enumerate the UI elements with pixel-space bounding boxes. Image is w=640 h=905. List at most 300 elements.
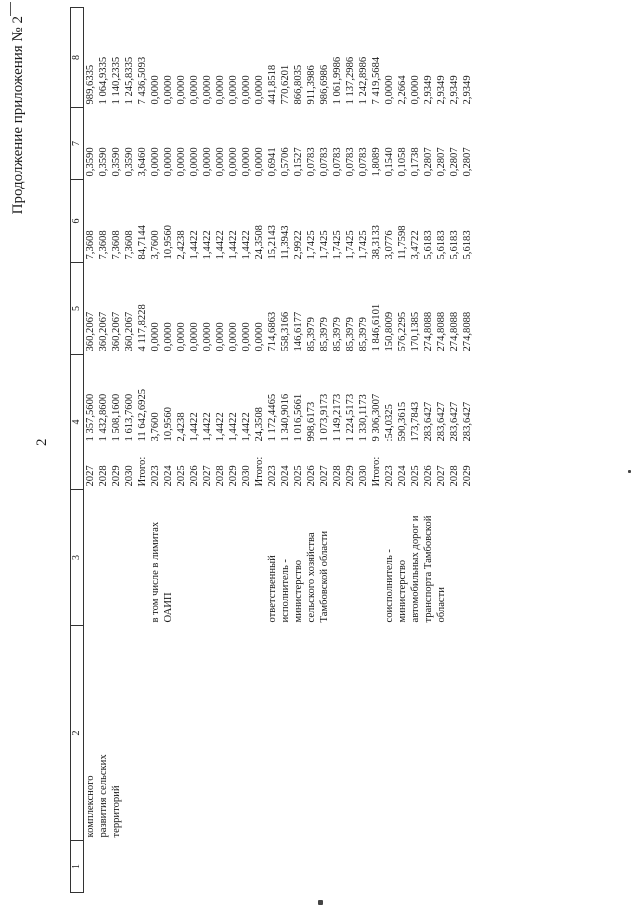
table-row	[357, 8, 370, 893]
table-cell: 0,1540	[384, 147, 395, 177]
page-number-dash	[10, 2, 11, 16]
table-cell: 0,0000	[150, 322, 161, 352]
scan-mark	[628, 470, 631, 473]
table-cell	[201, 490, 214, 626]
table-row	[279, 8, 292, 893]
table-cell: в том числе в лимитах	[150, 521, 161, 623]
table-cell	[175, 490, 188, 626]
table-cell	[318, 626, 331, 841]
table-row	[97, 8, 110, 893]
rotated-content	[4, 4, 636, 901]
table-header	[71, 8, 84, 893]
table-cell: 0,0000	[215, 147, 226, 177]
table-cell: 0,0000	[150, 75, 161, 105]
table-cell: 0,0000	[176, 75, 187, 105]
table-cell	[279, 841, 292, 893]
table-cell: 0,3590	[98, 147, 109, 177]
table-cell	[448, 626, 461, 841]
table-cell: комплексного	[85, 775, 96, 838]
table-cell: 989,6335	[85, 64, 96, 105]
table-row	[383, 8, 396, 893]
table-cell	[175, 841, 188, 893]
page-number: 2	[34, 438, 50, 446]
header-cell: 1	[71, 841, 84, 893]
table-cell: 1 140,2335	[111, 56, 122, 105]
continuation-heading: Продолжение приложения № 2	[10, 16, 26, 215]
table-cell: 24,3508	[254, 225, 265, 260]
table-row	[305, 8, 318, 893]
table-cell: 15,2143	[267, 225, 278, 260]
table-cell: 1 016,5661	[293, 393, 304, 442]
table-cell: 2025	[410, 465, 421, 487]
table-cell	[357, 626, 370, 841]
table-cell	[214, 626, 227, 841]
table-cell	[344, 626, 357, 841]
table-cell	[357, 490, 370, 626]
table-cell: 2,4238	[176, 412, 187, 442]
table-cell	[188, 626, 201, 841]
table-cell: 1 613,7600	[124, 393, 135, 442]
table-cell: 0,1527	[293, 147, 304, 177]
table-cell: 0,0000	[150, 147, 161, 177]
table-cell: 146,6177	[293, 311, 304, 352]
table-cell: 441,8518	[267, 64, 278, 105]
header-cell: 7	[71, 108, 84, 180]
table-cell	[448, 490, 461, 626]
table-cell	[227, 626, 240, 841]
table-row	[409, 8, 422, 893]
table-cell: 1,4422	[189, 230, 200, 260]
table-cell: 2027	[319, 465, 330, 487]
table-cell: 2,9349	[436, 75, 447, 105]
table-cell: 11,3943	[280, 225, 291, 260]
table-cell: министерство	[293, 559, 304, 623]
table-cell: 2030	[241, 465, 252, 487]
table-cell	[266, 841, 279, 893]
table-cell: развития сельских	[98, 754, 109, 838]
table-cell	[318, 841, 331, 893]
table-cell: министерство	[397, 559, 408, 623]
table-cell: 576,2295	[397, 311, 408, 352]
table-cell: 0,3590	[85, 147, 96, 177]
table-cell: 0,0000	[384, 75, 395, 105]
table-cell: 1 137,2986	[345, 56, 356, 105]
table-cell: 2,9349	[423, 75, 434, 105]
table-cell: 590,3615	[397, 401, 408, 442]
table-cell: 274,8088	[462, 311, 473, 352]
table-cell: 84,7144	[137, 225, 148, 260]
table-cell: 2027	[202, 465, 213, 487]
table-cell: 2,2664	[397, 75, 408, 105]
table-cell: 2025	[176, 465, 187, 487]
table-cell: 1,7425	[306, 230, 317, 260]
table-cell: 1,7425	[319, 230, 330, 260]
table-cell: 0,2807	[436, 147, 447, 177]
table-cell: 85,3979	[332, 317, 343, 352]
table-cell: 0,0000	[228, 322, 239, 352]
table-cell: 9 306,3007	[371, 393, 382, 442]
table-cell: 2028	[215, 465, 226, 487]
table-cell: 2029	[228, 465, 239, 487]
table-row	[292, 8, 305, 893]
table-cell: 0,0000	[202, 322, 213, 352]
table-row	[162, 8, 175, 893]
table-cell	[292, 841, 305, 893]
table-cell	[162, 841, 175, 893]
table-cell: 1,4422	[202, 230, 213, 260]
table-row	[201, 8, 214, 893]
table-cell: 0,0783	[358, 147, 369, 177]
table-cell	[214, 841, 227, 893]
table-cell: 2028	[332, 465, 343, 487]
table-cell: 274,8088	[423, 311, 434, 352]
table-cell: 2029	[345, 465, 356, 487]
table-cell: 0,6941	[267, 147, 278, 177]
table-cell: 2028	[98, 465, 109, 487]
table-cell	[110, 841, 123, 893]
table-row	[422, 8, 435, 893]
table-cell: 2026	[423, 465, 434, 487]
table-cell: 170,1385	[410, 311, 421, 352]
table-cell	[331, 841, 344, 893]
table-cell: транспорта Тамбовской	[423, 515, 434, 623]
header-cell: 6	[71, 180, 84, 263]
table-cell	[344, 841, 357, 893]
table-cell	[331, 490, 344, 626]
table-cell: ОАИП	[163, 592, 174, 623]
table-cell: 1,4422	[202, 412, 213, 442]
table-cell: 7 419,5684	[371, 56, 382, 105]
table-cell: 5,6183	[449, 230, 460, 260]
table-cell: 1,7425	[332, 230, 343, 260]
table-cell: 7,3608	[85, 230, 96, 260]
table-cell: 7,3608	[98, 230, 109, 260]
table-cell	[123, 841, 136, 893]
table-cell	[370, 626, 383, 841]
table-cell: 2030	[358, 465, 369, 487]
table-cell	[149, 841, 162, 893]
table-cell: 5,6183	[462, 230, 473, 260]
table-cell: 1 432,8600	[98, 393, 109, 442]
table-cell	[136, 626, 149, 841]
table-cell: 1 245,8335	[124, 56, 135, 105]
table-cell	[305, 841, 318, 893]
table-cell	[123, 490, 136, 626]
table-cell: 2029	[111, 465, 122, 487]
table-cell: 38,3133	[371, 225, 382, 260]
header-cell: 5	[71, 263, 84, 355]
table-cell: 10,9560	[163, 407, 174, 442]
table-cell	[123, 626, 136, 841]
table-cell	[240, 626, 253, 841]
table-row	[188, 8, 201, 893]
table-cell: 1,4422	[228, 412, 239, 442]
table-cell: 2027	[85, 465, 96, 487]
table-cell	[435, 626, 448, 841]
table-cell: 3,7600	[150, 412, 161, 442]
table-cell: 0,0000	[163, 147, 174, 177]
table-row	[435, 8, 448, 893]
table-cell: 0,0000	[176, 147, 187, 177]
table-cell	[253, 490, 266, 626]
table-cell: 770,6201	[280, 64, 291, 105]
table-row	[214, 8, 227, 893]
table-row	[448, 8, 461, 893]
table-cell: 274,8088	[436, 311, 447, 352]
table-cell: 85,3979	[358, 317, 369, 352]
table-cell: Итого:	[254, 456, 265, 487]
table-cell: 85,3979	[306, 317, 317, 352]
table-cell	[240, 490, 253, 626]
table-cell: Итого:	[371, 456, 382, 487]
table-cell: 85,3979	[345, 317, 356, 352]
table-cell	[201, 841, 214, 893]
table-cell	[97, 490, 110, 626]
table-cell	[331, 626, 344, 841]
table-cell: 360,2067	[124, 311, 135, 352]
table-cell: 0,0000	[254, 322, 265, 352]
table-cell: 5,6183	[423, 230, 434, 260]
table-cell: 0,0000	[241, 322, 252, 352]
table-cell: 911,3986	[306, 65, 317, 105]
table-cell: 7,3608	[124, 230, 135, 260]
table-cell: 2,4238	[176, 230, 187, 260]
table-cell	[136, 490, 149, 626]
table-cell	[175, 626, 188, 841]
table-cell: 1 061,9986	[332, 56, 343, 105]
table-row	[318, 8, 331, 893]
table-cell: 1 330,1173	[358, 394, 369, 442]
table-cell: 1,4422	[241, 412, 252, 442]
table-cell: 0,2807	[462, 147, 473, 177]
table-cell: 0,0000	[202, 147, 213, 177]
table-cell: 0,0000	[241, 75, 252, 105]
table-cell	[396, 626, 409, 841]
table-cell	[305, 626, 318, 841]
table-cell: 1,4422	[241, 230, 252, 260]
header-cell: 3	[71, 490, 84, 626]
table-cell	[461, 841, 474, 893]
table-cell	[396, 841, 409, 893]
table-cell	[149, 626, 162, 841]
table-cell: 0,0000	[215, 322, 226, 352]
table-cell: 11 642,6925	[137, 388, 148, 442]
table-cell: 1 149,2173	[332, 393, 343, 442]
table-cell: 1,4422	[215, 230, 226, 260]
table-cell: 0,0000	[228, 75, 239, 105]
table-cell: 0,0000	[163, 75, 174, 105]
table-cell: 4 117,8228	[137, 304, 148, 352]
table-cell	[461, 626, 474, 841]
table-cell: 0,0783	[345, 147, 356, 177]
table-cell	[370, 841, 383, 893]
table-cell: 1,7425	[345, 230, 356, 260]
table-row	[370, 8, 383, 893]
table-cell: исполнитель -	[280, 559, 291, 623]
scan-mark	[318, 900, 323, 905]
table-cell: 0,0000	[241, 147, 252, 177]
table-cell: 1 357,5600	[85, 393, 96, 442]
table-cell: 0,0000	[228, 147, 239, 177]
header-cell: 4	[71, 355, 84, 490]
table-cell	[383, 841, 396, 893]
table-row	[396, 8, 409, 893]
table-cell: 2029	[462, 465, 473, 487]
table-cell: 0,3590	[124, 147, 135, 177]
table-cell: 2023	[150, 465, 161, 487]
table-cell: 1 340,9016	[280, 393, 291, 442]
table-cell	[188, 841, 201, 893]
table-cell: 3,7600	[150, 230, 161, 260]
table-row	[175, 8, 188, 893]
table-cell	[409, 841, 422, 893]
table-cell: 3,4722	[410, 230, 421, 260]
table-cell: 2024	[280, 465, 291, 487]
table-cell: 2023	[384, 465, 395, 487]
table-cell	[84, 841, 98, 893]
table-cell: 1 172,4465	[267, 393, 278, 442]
table-cell: 1,4422	[228, 230, 239, 260]
table-cell: 360,2067	[98, 311, 109, 352]
table-cell: 7 436,5093	[137, 56, 148, 105]
budget-table	[70, 7, 474, 893]
table-cell: 1,8089	[371, 147, 382, 177]
table-cell: 0,0000	[163, 322, 174, 352]
table-cell: 1 846,6101	[371, 303, 382, 352]
table-cell: 2,9349	[449, 75, 460, 105]
table-cell: 1 064,9335	[98, 56, 109, 105]
table-row	[123, 8, 136, 893]
table-row	[110, 8, 123, 893]
table-cell: 2026	[306, 465, 317, 487]
table-cell: области	[436, 587, 447, 623]
table-cell: 0,0000	[202, 75, 213, 105]
table-cell: 0,0000	[189, 75, 200, 105]
table-cell: 0,0783	[319, 147, 330, 177]
table-cell: 0,1058	[397, 147, 408, 177]
table-cell: 1,4422	[215, 412, 226, 442]
table-cell	[110, 490, 123, 626]
table-cell: 2023	[267, 465, 278, 487]
table-cell: 998,6173	[306, 401, 317, 442]
table-cell: 85,3979	[319, 317, 330, 352]
table-cell: территорий	[111, 785, 122, 838]
table-cell	[448, 841, 461, 893]
table-row	[266, 8, 279, 893]
table-cell: 2028	[449, 465, 460, 487]
table-cell	[461, 490, 474, 626]
table-cell	[383, 626, 396, 841]
table-cell: 360,2067	[111, 311, 122, 352]
table-cell: 173,7843	[410, 401, 421, 442]
table-cell: 283,6427	[436, 401, 447, 442]
table-cell: 1,7425	[358, 230, 369, 260]
table-cell: 0,3590	[111, 147, 122, 177]
table-cell: 24,3508	[254, 407, 265, 442]
table-cell: 7,3608	[111, 230, 122, 260]
table-cell: 1 073,9173	[319, 393, 330, 442]
table-cell: 2,9349	[462, 75, 473, 105]
table-cell: ответственный	[267, 555, 278, 623]
table-cell: 0,1738	[410, 147, 421, 177]
table-cell	[422, 626, 435, 841]
table-cell: Итого:	[137, 456, 148, 487]
table-cell: 274,8088	[449, 311, 460, 352]
table-cell: 0,0000	[254, 75, 265, 105]
table-cell: 3,0776	[384, 230, 395, 260]
table-cell	[370, 490, 383, 626]
table-cell	[84, 490, 98, 626]
table-cell: 283,6427	[462, 401, 473, 442]
table-cell: 283,6427	[423, 401, 434, 442]
table-row	[149, 8, 162, 893]
table-cell	[266, 626, 279, 841]
table-cell	[357, 841, 370, 893]
table-cell: 1,4422	[189, 412, 200, 442]
table-cell: 5,6183	[436, 230, 447, 260]
table-row	[227, 8, 240, 893]
table-cell	[279, 626, 292, 841]
table-cell: 0,5706	[280, 147, 291, 177]
header-cell: 8	[71, 8, 84, 108]
table-row	[461, 8, 474, 893]
table-cell: 2,9922	[293, 230, 304, 260]
table-body	[84, 8, 475, 893]
table-cell: 360,2067	[85, 311, 96, 352]
table-cell: 0,2807	[423, 147, 434, 177]
table-row	[136, 8, 149, 893]
table-cell	[201, 626, 214, 841]
table-cell	[136, 841, 149, 893]
table-cell	[292, 626, 305, 841]
table-cell: :54,0325	[384, 404, 395, 442]
table-cell: 10,9560	[163, 225, 174, 260]
table-cell: 0,0783	[306, 147, 317, 177]
table-cell	[162, 626, 175, 841]
table-cell: 2024	[163, 465, 174, 487]
table-cell: 2030	[124, 465, 135, 487]
table-cell	[253, 626, 266, 841]
table-row	[84, 8, 98, 893]
table-cell: 3,6460	[137, 147, 148, 177]
table-cell	[227, 490, 240, 626]
table-cell: 11,7598	[397, 225, 408, 260]
table-cell: 1 224,5173	[345, 393, 356, 442]
table-cell	[214, 490, 227, 626]
table-cell: 0,0000	[176, 322, 187, 352]
table-cell: 2026	[189, 465, 200, 487]
table-cell	[409, 626, 422, 841]
table-cell: 0,0000	[215, 75, 226, 105]
table-cell: 714,6863	[267, 311, 278, 352]
table-cell	[253, 841, 266, 893]
table-cell: 0,2807	[449, 147, 460, 177]
table-cell: 150,8009	[384, 311, 395, 352]
table-cell: 0,0783	[332, 147, 343, 177]
table-cell: 0,0000	[410, 75, 421, 105]
table-row	[253, 8, 266, 893]
table-cell: 283,6427	[449, 401, 460, 442]
table-cell	[422, 841, 435, 893]
table-cell: соисполнитель -	[384, 549, 395, 623]
table-cell	[188, 490, 201, 626]
table-cell	[435, 841, 448, 893]
table-cell: Тамбовской области	[319, 530, 330, 623]
table-cell: 2024	[397, 465, 408, 487]
table-row	[240, 8, 253, 893]
table-cell: 0,0000	[189, 147, 200, 177]
table-cell	[240, 841, 253, 893]
